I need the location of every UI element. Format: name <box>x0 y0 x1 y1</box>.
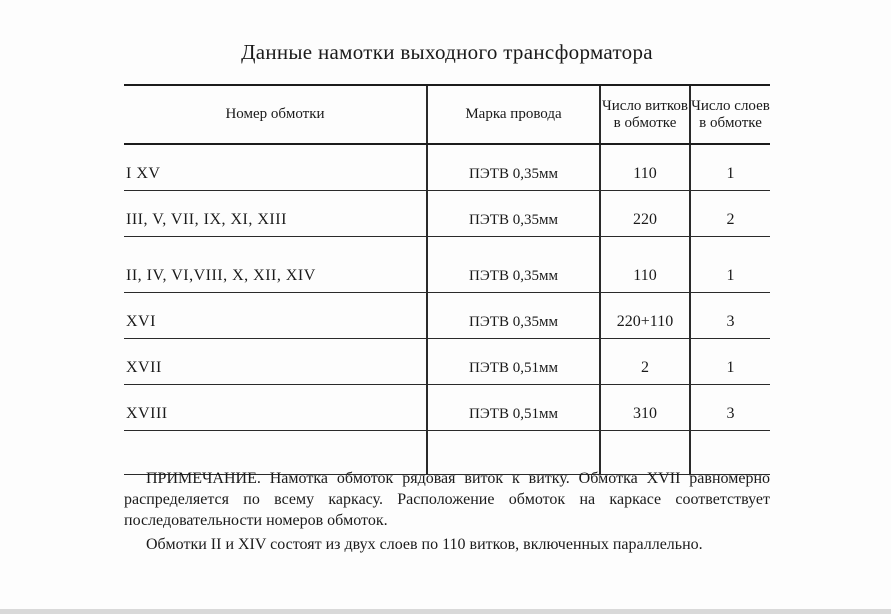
turns-cell: 310 <box>600 385 690 431</box>
turns-cell: 110 <box>600 237 690 293</box>
turns-cell: 220 <box>600 191 690 237</box>
winding-number-cell: XVII <box>124 339 427 385</box>
turns-cell: 2 <box>600 339 690 385</box>
turns-cell: 110 <box>600 144 690 191</box>
layers-cell: 1 <box>690 144 770 191</box>
wire-grade-cell: ПЭТВ 0,35мм <box>427 237 600 293</box>
table-row <box>124 191 770 237</box>
layers-cell: 3 <box>690 293 770 339</box>
layers-cell: 3 <box>690 385 770 431</box>
page-bottom-edge <box>0 609 891 614</box>
table-row <box>124 385 770 431</box>
turns-cell: 220+110 <box>600 293 690 339</box>
layers-cell: 1 <box>690 237 770 293</box>
winding-number-cell: XVI <box>124 293 427 339</box>
winding-data-table <box>124 84 770 475</box>
winding-number-cell: III, V, VII, IX, XI, XIII <box>124 191 427 237</box>
note-paragraph-2: Обмотки II и XIV состоят из двух слоев по 110 витков, включенных параллельно. <box>146 536 703 553</box>
wire-grade-cell: ПЭТВ 0,51мм <box>427 385 600 431</box>
table-row <box>124 339 770 385</box>
table-header-row <box>124 85 770 144</box>
winding-number-cell: II, IV, VI,VIII, X, XII, XIV <box>124 237 427 293</box>
header-turns-count: Число витков в обмотке <box>600 85 690 144</box>
wire-grade-cell: ПЭТВ 0,35мм <box>427 144 600 191</box>
winding-number-cell: I XV <box>124 144 427 191</box>
winding-number-cell: XVIII <box>124 385 427 431</box>
wire-grade-cell: ПЭТВ 0,51мм <box>427 339 600 385</box>
wire-grade-cell: ПЭТВ 0,35мм <box>427 191 600 237</box>
note-section <box>124 468 770 555</box>
wire-grade-cell: ПЭТВ 0,35мм <box>427 293 600 339</box>
document-title: Данные намотки выходного трансформатора <box>241 40 653 64</box>
layers-cell: 2 <box>690 191 770 237</box>
table-row <box>124 293 770 339</box>
note-paragraph-1: ПРИМЕЧАНИЕ. Намотка обмоток рядовая виток к витку. Обмотка XVII равномерно распределяется по всему каркасу. Расположение обмоток на каркасе соответствует последовательности номеров обмоток. <box>124 470 770 529</box>
table-row <box>124 144 770 191</box>
header-wire-grade: Марка провода <box>427 85 600 144</box>
header-winding-number: Номер обмотки <box>124 85 427 144</box>
layers-cell: 1 <box>690 339 770 385</box>
table-row <box>124 237 770 293</box>
header-layers-count: Число слоев в обмотке <box>690 85 770 144</box>
